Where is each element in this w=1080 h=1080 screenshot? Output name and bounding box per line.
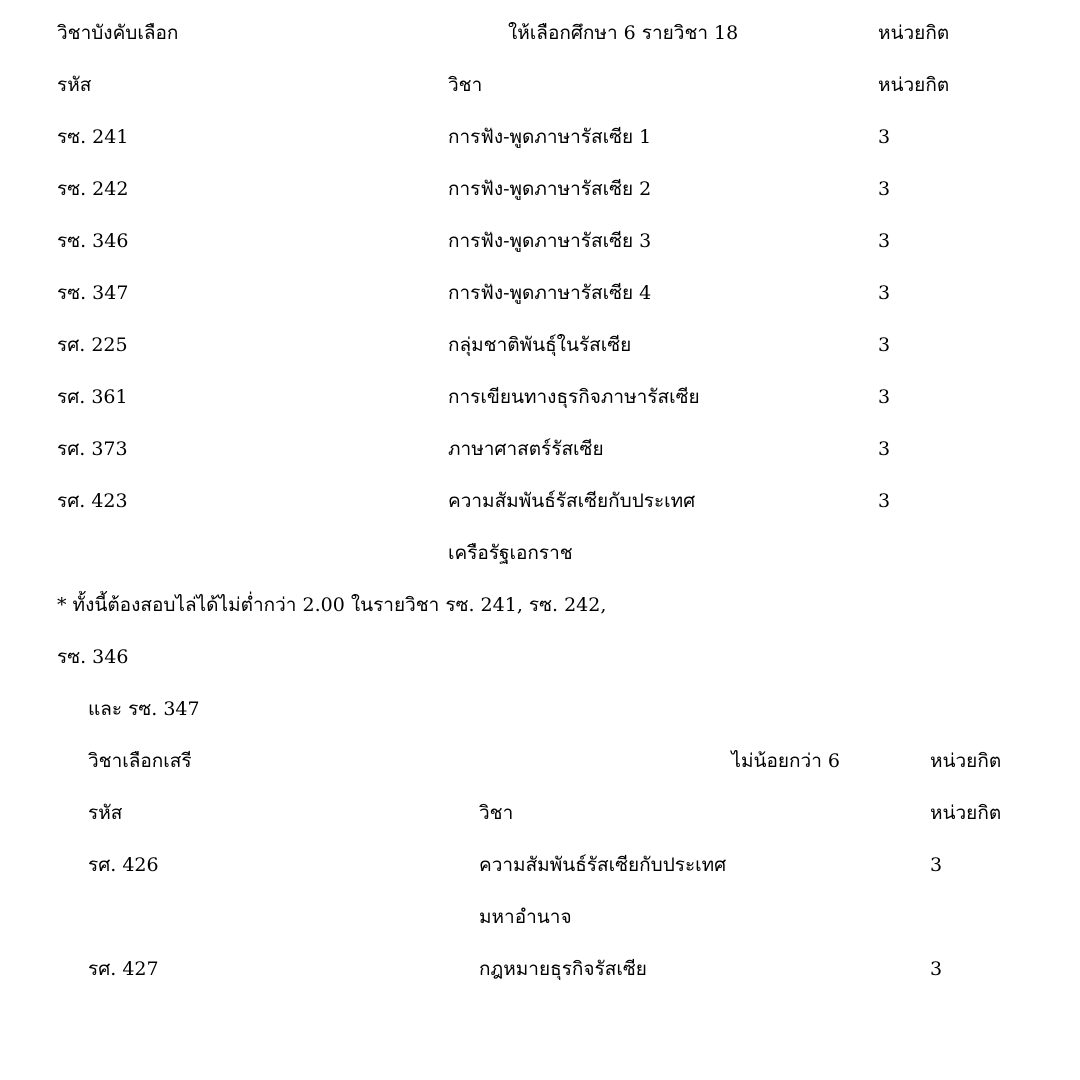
course-name: การฟัง-พูดภาษารัสเซีย 2 (448, 178, 652, 200)
course-code: รซ. 242 (57, 178, 129, 200)
course-name: การฟัง-พูดภาษารัสเซีย 4 (448, 282, 652, 304)
column-header-credits: หน่วยกิต (878, 74, 950, 96)
course-code: รซ. 347 (57, 282, 129, 304)
column-header-code: รหัส (57, 74, 92, 96)
column-header-credits: หน่วยกิต (930, 802, 1002, 824)
course-name: ภาษาศาสตร์รัสเซีย (448, 438, 604, 460)
course-code: รศ. 361 (57, 386, 128, 408)
course-credits: 3 (878, 282, 891, 304)
course-credits: 3 (878, 334, 891, 356)
required-section-unit: หน่วยกิต (878, 22, 950, 44)
course-name: การเขียนทางธุรกิจภาษารัสเซีย (448, 386, 700, 408)
course-credits: 3 (930, 854, 943, 876)
course-credits: 3 (878, 438, 891, 460)
course-name: การฟัง-พูดภาษารัสเซีย 1 (448, 126, 652, 148)
note-line-2: รซ. 346 (57, 646, 129, 668)
course-name: ความสัมพันธ์รัสเซียกับประเทศ (479, 854, 727, 876)
course-credits: 3 (878, 230, 891, 252)
course-name: กลุ่มชาติพันธุ์ในรัสเซีย (448, 334, 632, 356)
course-code: รซ. 346 (57, 230, 129, 252)
course-name: กฎหมายธุรกิจรัสเซีย (479, 958, 647, 980)
column-header-code: รหัส (88, 802, 123, 824)
course-code: รศ. 225 (57, 334, 128, 356)
required-section-instruction: ให้เลือกศึกษา 6 รายวิชา 18 (508, 22, 739, 44)
required-section-title: วิชาบังคับเลือก (57, 22, 179, 44)
course-credits: 3 (878, 126, 891, 148)
course-code: รศ. 426 (88, 854, 159, 876)
elective-section-title: วิชาเลือกเสรี (88, 750, 192, 772)
course-name: การฟัง-พูดภาษารัสเซีย 3 (448, 230, 652, 252)
note-line-3: และ รซ. 347 (88, 698, 200, 720)
course-code: รศ. 427 (88, 958, 159, 980)
column-header-course: วิชา (479, 802, 514, 824)
elective-section-instruction: ไม่น้อยกว่า 6 (731, 750, 840, 772)
elective-section-unit: หน่วยกิต (930, 750, 1002, 772)
column-header-course: วิชา (448, 74, 483, 96)
course-name-continued: เครือรัฐเอกราช (448, 542, 573, 564)
course-name-continued: มหาอำนาจ (479, 906, 572, 928)
course-code: รศ. 373 (57, 438, 128, 460)
course-code: รซ. 241 (57, 126, 129, 148)
course-credits: 3 (878, 490, 891, 512)
note-line-1: * ทั้งนี้ต้องสอบไล่ได้ไม่ต่ำกว่า 2.00 ในรายวิชา รซ. 241, รซ. 242, (57, 594, 607, 616)
course-code: รศ. 423 (57, 490, 128, 512)
course-credits: 3 (878, 178, 891, 200)
course-credits: 3 (930, 958, 943, 980)
course-name: ความสัมพันธ์รัสเซียกับประเทศ (448, 490, 696, 512)
course-credits: 3 (878, 386, 891, 408)
